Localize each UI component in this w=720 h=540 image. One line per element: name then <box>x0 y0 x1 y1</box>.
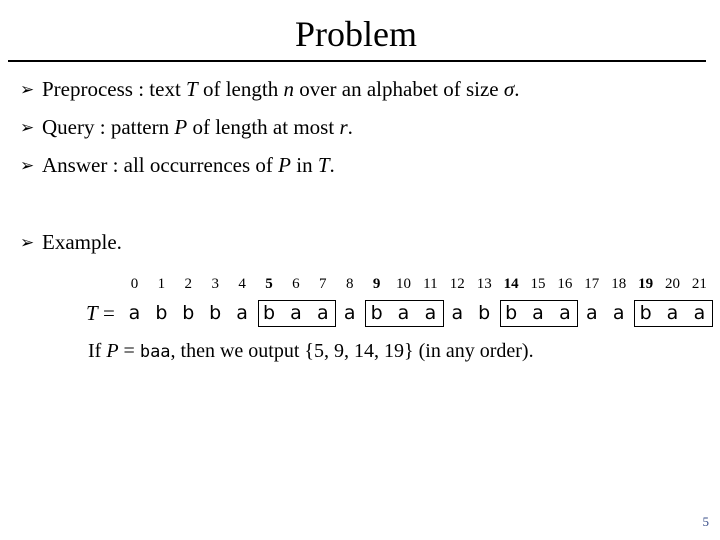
index-label: 17 <box>584 276 600 292</box>
index-label: 2 <box>184 276 193 292</box>
index-label: 7 <box>319 276 327 292</box>
index-label: 19 <box>638 276 654 292</box>
index-label: 1 <box>157 276 166 292</box>
text-char: a <box>585 302 598 324</box>
text-char: a <box>559 302 571 324</box>
index-label: 18 <box>611 276 627 292</box>
text-char: b <box>478 302 491 324</box>
pattern-value: baa <box>139 342 171 362</box>
index-label: 21 <box>691 276 707 292</box>
occurrence-box <box>258 300 337 327</box>
index-label: 9 <box>372 276 381 292</box>
index-label: 13 <box>476 276 492 292</box>
title-divider <box>8 60 706 62</box>
text-char: a <box>316 302 329 324</box>
text-characters <box>0 300 720 328</box>
text-char: b <box>182 302 195 324</box>
bullet-example: ➢ Example. <box>20 230 122 254</box>
index-label: 12 <box>449 276 465 292</box>
index-label: 6 <box>292 276 300 292</box>
bullet-answer: ➢ Answer : all occurrences of P in T. <box>20 153 335 177</box>
index-label: 14 <box>503 276 519 292</box>
index-label: 16 <box>557 276 573 292</box>
index-label: 20 <box>665 276 680 292</box>
arrow-bullet-icon: ➢ <box>20 118 35 138</box>
answer-line: If P = baa, then we output {5, 9, 14, 19} (in any order). <box>88 340 534 362</box>
text-char: b <box>370 302 383 324</box>
text-char: b <box>155 302 168 324</box>
bullet-preprocess: ➢ Preprocess : text T of length n over an alphabet of size σ. <box>20 77 520 101</box>
text-char: a <box>128 302 141 324</box>
arrow-bullet-icon: ➢ <box>20 80 35 100</box>
text-char: b <box>505 302 518 324</box>
index-label: 3 <box>211 276 219 292</box>
text-char: b <box>639 302 652 324</box>
occurrence-box <box>634 300 713 327</box>
text-char: a <box>290 302 302 324</box>
index-label: 8 <box>345 276 354 292</box>
occurrence-box <box>500 300 579 327</box>
text-char: a <box>236 302 248 324</box>
text-char: a <box>612 302 625 324</box>
index-label: 11 <box>423 276 438 292</box>
occurrence-box <box>365 300 444 327</box>
text-char: a <box>397 302 410 324</box>
index-label: 5 <box>265 276 273 292</box>
index-label: 4 <box>238 276 246 292</box>
arrow-bullet-icon: ➢ <box>20 233 35 253</box>
slide-title: Problem <box>295 14 417 54</box>
text-char: a <box>532 302 544 324</box>
text-char: a <box>424 302 437 324</box>
text-char: b <box>262 302 276 324</box>
index-row <box>0 274 720 294</box>
text-char: a <box>666 302 679 324</box>
index-label: 0 <box>130 276 139 292</box>
arrow-bullet-icon: ➢ <box>20 156 35 176</box>
text-char: a <box>343 302 356 324</box>
index-label: 10 <box>396 276 411 292</box>
bullet-query: ➢ Query : pattern P of length at most r. <box>20 115 353 139</box>
page-number: 5 <box>702 514 709 529</box>
text-char: b <box>209 302 222 324</box>
index-label: 15 <box>530 276 546 292</box>
text-label: T = <box>86 301 115 325</box>
text-char: a <box>451 302 464 324</box>
text-char: a <box>693 302 706 324</box>
